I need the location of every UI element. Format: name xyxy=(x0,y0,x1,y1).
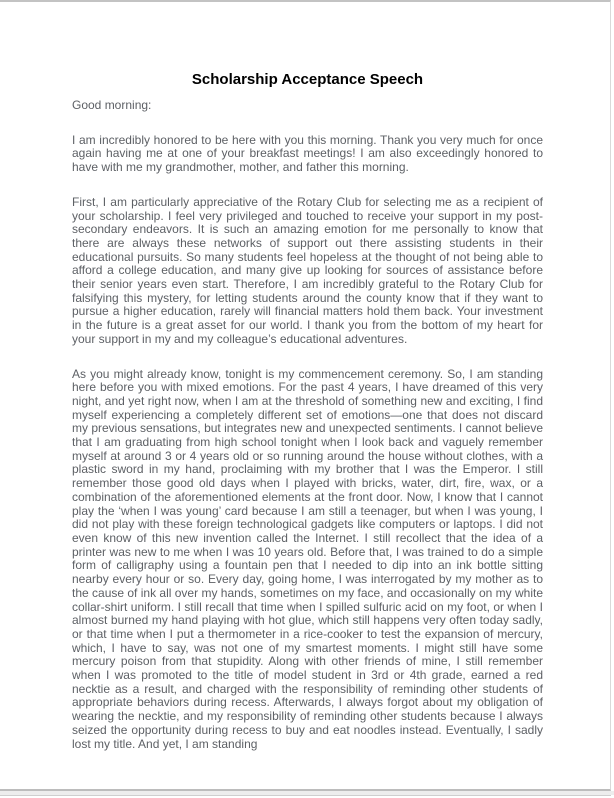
paragraph-gratitude: First, I am particularly appreciative of the Rotary Club for selecting me as a recipient of your scholarship. I feel very privileged and touched to receive your support in my post-secondary endeavors. It is such an amazing emotion for me personally to know that there are always these networks of support out there assisting students in their educational pursuits. So many students feel hopeless at the thought of not being able to afford a college education, and many give up looking for sources of assistance before their senior years even start. Therefore, I am incredibly grateful to the Rotary Club for falsifying this mystery, for letting students around the county know that if they want to pursue a higher education, rarely will financial matters hold them back. Your investment in the future is a great asset for our world. I thank you from the bottom of my heart for your support in my and my colleague’s educational adventures. xyxy=(72,194,543,346)
paragraph-intro: I am incredibly honored to be here with you this morning. Thank you very much for once again having me at one of your breakfast meetings! I am also exceedingly honored to have with me my grandmother, mother, and father this morning. xyxy=(72,132,543,175)
paragraph-memories: As you might already know, tonight is my commencement ceremony. So, I am standing here before you with mixed emotions. For the past 4 years, I have dreamed of this very night, and yet right now, when I am at the threshold of something new and exciting, I find myself experiencing a completely different set of emotions—one that does not discard my previous sensations, but integrates new and unexpected sentiments. I cannot believe that I am graduating from high school tonight when I look back and vaguely remember myself at around 3 or 4 years old or so running around the house without clothes, with a plastic sword in my hand, proclaiming with my brother that I was the Emperor. I still remember those good old days when I played with bricks, water, dirt, fire, wax, or a combination of the aforementioned elements at the front door. Now, I know that I cannot play the ‘when I was young’ card because I am still a teenager, but when I was young, I did not play with these foreign technological gadgets like computers or laptops. I did not even know of this new invention called the Internet. I still recollect that the idea of a printer was new to me when I was 10 years old. Before that, I was trained to do a simple form of calligraphy using a fountain pen that I needed to dip into an ink bottle sitting nearby every hour or so. Every day, going home, I was interrogated by my mother as to the cause of ink all over my hands, sometimes on my face, and occasionally on my white collar-shirt uniform. I still recall that time when I spilled sulfuric acid on my foot, or when I almost burned my hand playing with hot glue, which still happens very often today sadly, or that time when I put a thermometer in a rice-cooker to test the expansion of mercury, which, I have to say, was not one of my smartest moments. I might still have some mercury poison from that stupidity. Along with other friends of mine, I still remember when I was promoted to the title of model student in 3rd or 4th grade, earned a red necktie as a result, and charged with the responsibility of reminding other students of appropriate behaviors during recess. Afterwards, I always forgot about my obligation of wearing the necktie, and my responsibility of reminding other students because I always seized the opportunity during recess to buy and eat noodles instead. Eventually, I sadly lost my title. And yet, I am standing xyxy=(72,366,543,751)
page-content xyxy=(0,71,610,751)
document-title: Scholarship Acceptance Speech xyxy=(191,71,424,88)
greeting-line: Good morning: xyxy=(72,98,152,112)
